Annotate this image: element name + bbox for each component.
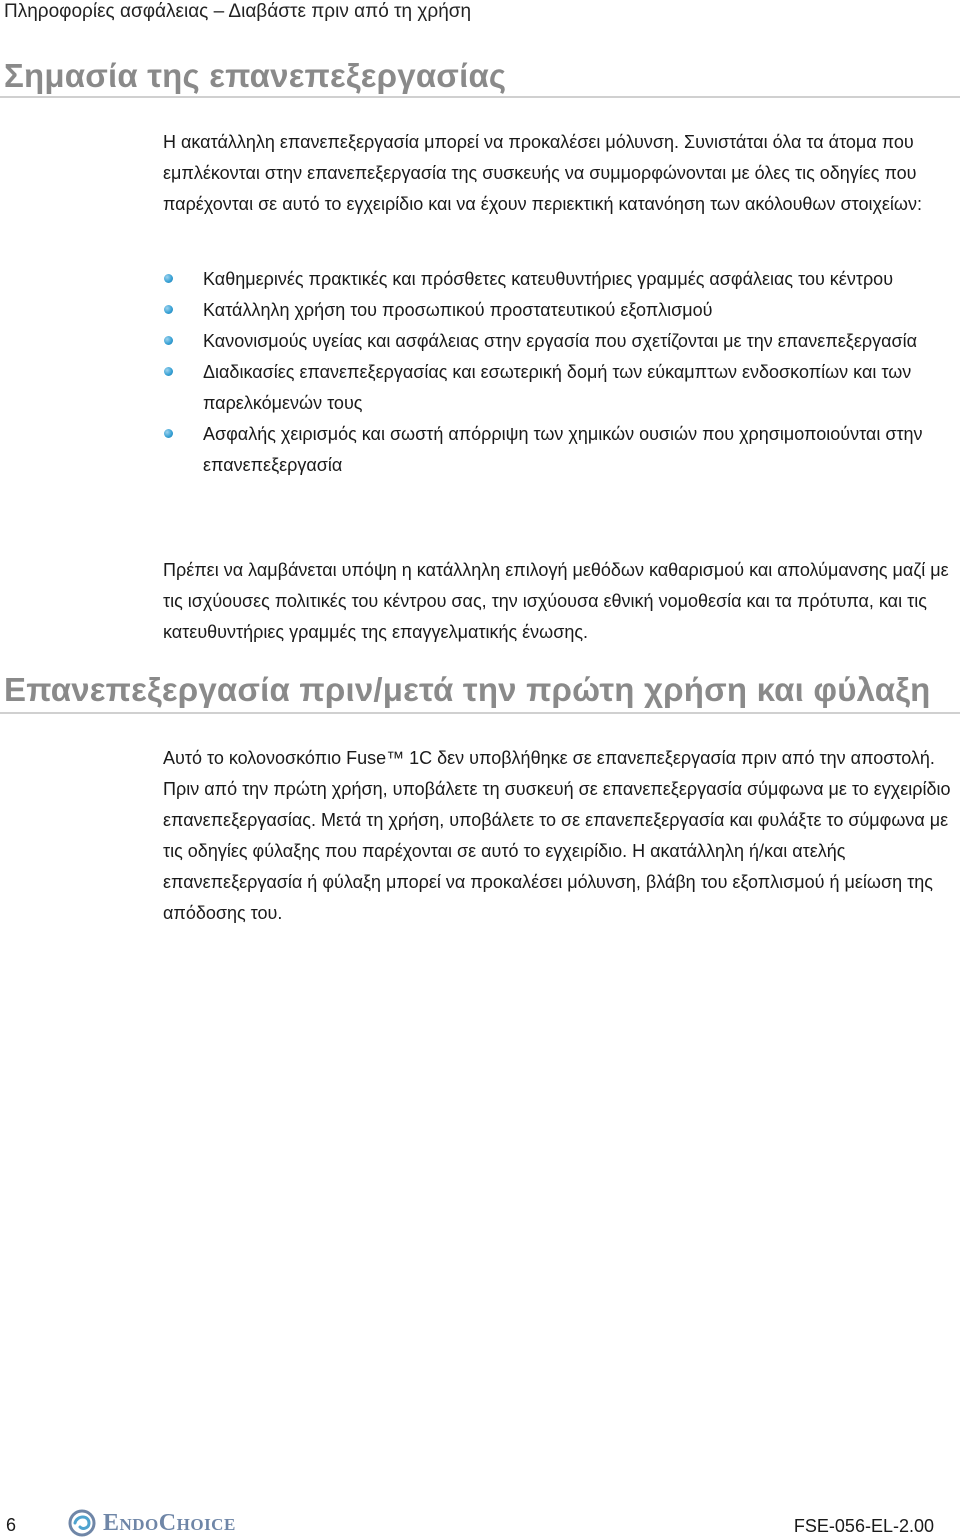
list-item-text: Καθημερινές πρακτικές και πρόσθετες κατευθυντήριες γραμμές ασφάλειας του κέντρου (203, 269, 894, 289)
page-number: 6 (6, 1515, 17, 1535)
list-item (163, 295, 953, 326)
list-item (163, 264, 953, 295)
document-code: FSE-056-EL-2.00 (793, 1516, 934, 1536)
list-item (163, 419, 953, 481)
bullet-icon (164, 367, 173, 376)
section-divider (0, 712, 960, 714)
list-item (163, 357, 953, 419)
endochoice-logo (67, 1508, 236, 1538)
list-item-text: Κανονισμούς υγείας και ασφάλειας στην εργασία που σχετίζονται με την επανεπεξεργασία (203, 331, 918, 351)
bullet-icon (164, 336, 173, 345)
running-header: Πληροφορίες ασφάλειας – Διαβάστε πριν από τη χρήση (4, 1, 472, 22)
intro-paragraph: Η ακατάλληλη επανεπεξεργασία μπορεί να προκαλέσει μόλυνση. Συνιστάται όλα τα άτομα που εμπλέκονται στην επανεπεξεργασία της συσκευής να συμμορφώνονται με όλες τις οδηγίες που παρέχονται σε αυτό το εγχειρίδιο και να έχουν περιεκτική κατανόηση των ακόλουθων στοιχείων: (163, 132, 922, 214)
section-divider (0, 96, 960, 98)
logo-wordmark: EndoChoice (103, 1509, 236, 1536)
endochoice-swirl-icon (67, 1508, 97, 1538)
section-title-reprocessing-importance: Σημασία της επανεπεξεργασίας (4, 57, 507, 94)
bullet-icon (164, 429, 173, 438)
list-item (163, 326, 953, 357)
page-footer (0, 1505, 960, 1540)
list-item-text: Ασφαλής χειρισμός και σωστή απόρριψη των χημικών ουσιών που χρησιμοποιούνται στην επανεπεξεργασία (203, 424, 923, 475)
list-item-text: Κατάλληλη χρήση του προσωπικού προστατευτικού εξοπλισμού (203, 300, 713, 320)
section-title-first-use-storage: Επανεπεξεργασία πριν/μετά την πρώτη χρήση και φύλαξη (4, 671, 931, 708)
bullet-icon (164, 274, 173, 283)
requirements-list (163, 264, 953, 481)
first-use-paragraph: Αυτό το κολονοσκόπιο Fuse™ 1C δεν υποβλήθηκε σε επανεπεξεργασία πριν από την αποστολή. Πριν από την πρώτη χρήση, υποβάλετε τη συσκευή σε επανεπεξεργασία σύμφωνα με το εγχειρίδιο επανεπεξεργασίας. Μετά τη χρήση, υποβάλετε το σε επανεπεξεργασία και φυλάξτε το σύμφωνα με τις οδηγίες φύλαξης που παρέχονται σε αυτό το εγχειρίδιο. Η ακατάλληλη ή/και ατελής επανεπεξεργασία ή φύλαξη μπορεί να προκαλέσει μόλυνση, βλάβη του εξοπλισμού ή μείωση της απόδοσης του. (163, 748, 951, 923)
closing-paragraph: Πρέπει να λαμβάνεται υπόψη η κατάλληλη επιλογή μεθόδων καθαρισμού και απολύμανσης μαζί με τις ισχύουσες πολιτικές του κέντρου σας, την ισχύουσα εθνική νομοθεσία και τα πρότυπα, και τις κατευθυντήριες γραμμές της επαγγελματικής ένωσης. (163, 560, 949, 642)
list-item-text: Διαδικασίες επανεπεξεργασίας και εσωτερική δομή των εύκαμπτων ενδοσκοπίων και των παρελκόμενών τους (203, 362, 912, 413)
bullet-icon (164, 305, 173, 314)
